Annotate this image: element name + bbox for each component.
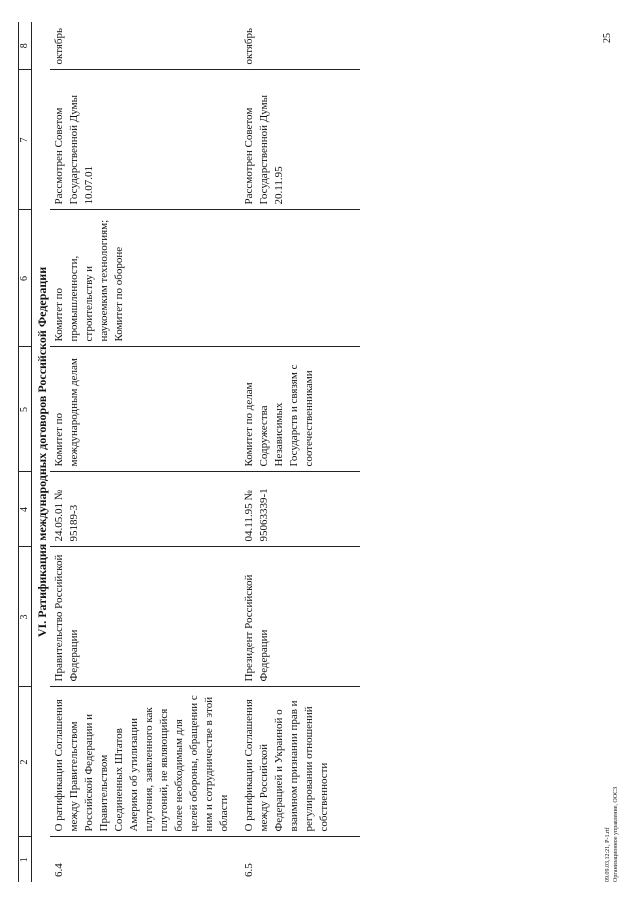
row-date-number: 24.05.01 № 95189-3 [50, 472, 240, 547]
col-number-5: 5 [19, 347, 32, 472]
row-committee: Комитет по делам Содружества Независимых Государств и связям с соотечественниками [240, 347, 360, 472]
row-month: октябрь [243, 27, 255, 65]
col-number-1: 1 [19, 837, 32, 882]
row-initiator: Президент Российской Федерации [240, 547, 360, 687]
col-number-2: 2 [19, 687, 32, 837]
table-row [50, 22, 240, 882]
col-number-6: 6 [19, 210, 32, 347]
footer-info [604, 787, 620, 882]
row-status: Рассмотрен Советом Государственной Думы 20.11.95 [240, 70, 360, 210]
col-number-4: 4 [19, 472, 32, 547]
row-number: 6.4 [50, 837, 240, 882]
row-status: Рассмотрен Советом Государственной Думы 10.07.01 [50, 70, 240, 210]
row-title: О ратификации Соглашения между Российской Федерацией и Украиной о взаимном признании прав и регулировании отношений собственности [240, 687, 360, 837]
col-number-3: 3 [19, 547, 32, 687]
row-title: О ратификации Соглашения между Правительством Российской Федерации и Правительством Соединенных Штатов Америки об утилизации плутония, заявленного как плутоний, не являющийся более необходимым для целей обороны, обращении с ним и сотрудничестве в этой области [50, 687, 240, 837]
row-co-committees: Комитет по промышленности, строительству и наукоемким технологиям; Комитет по обороне [50, 210, 240, 347]
col-number-8: 8 [19, 22, 32, 70]
table-row [240, 22, 360, 882]
row-month: октябрь [53, 27, 65, 65]
row-co-committees [240, 210, 360, 347]
page-number: 25 [602, 33, 613, 43]
row-number: 6.5 [240, 837, 360, 882]
row-initiator: Правительство Российской Федерации [50, 547, 240, 687]
column-number-header [19, 22, 32, 882]
footer-file-line: 09.09.03,12:21, P-1.rtf [605, 827, 611, 882]
row-date-number: 04.11.95 № 95063339-1 [240, 472, 360, 547]
col-number-7: 7 [19, 70, 32, 210]
document-table [18, 22, 360, 882]
section-title: VI. Ратификация международных договоров Российской Федерации [35, 266, 49, 638]
footer-department-line: Организационное управление, ООСЗ [613, 786, 619, 882]
row-committee: Комитет по международным делам [50, 347, 240, 472]
section-heading-row [32, 22, 51, 882]
